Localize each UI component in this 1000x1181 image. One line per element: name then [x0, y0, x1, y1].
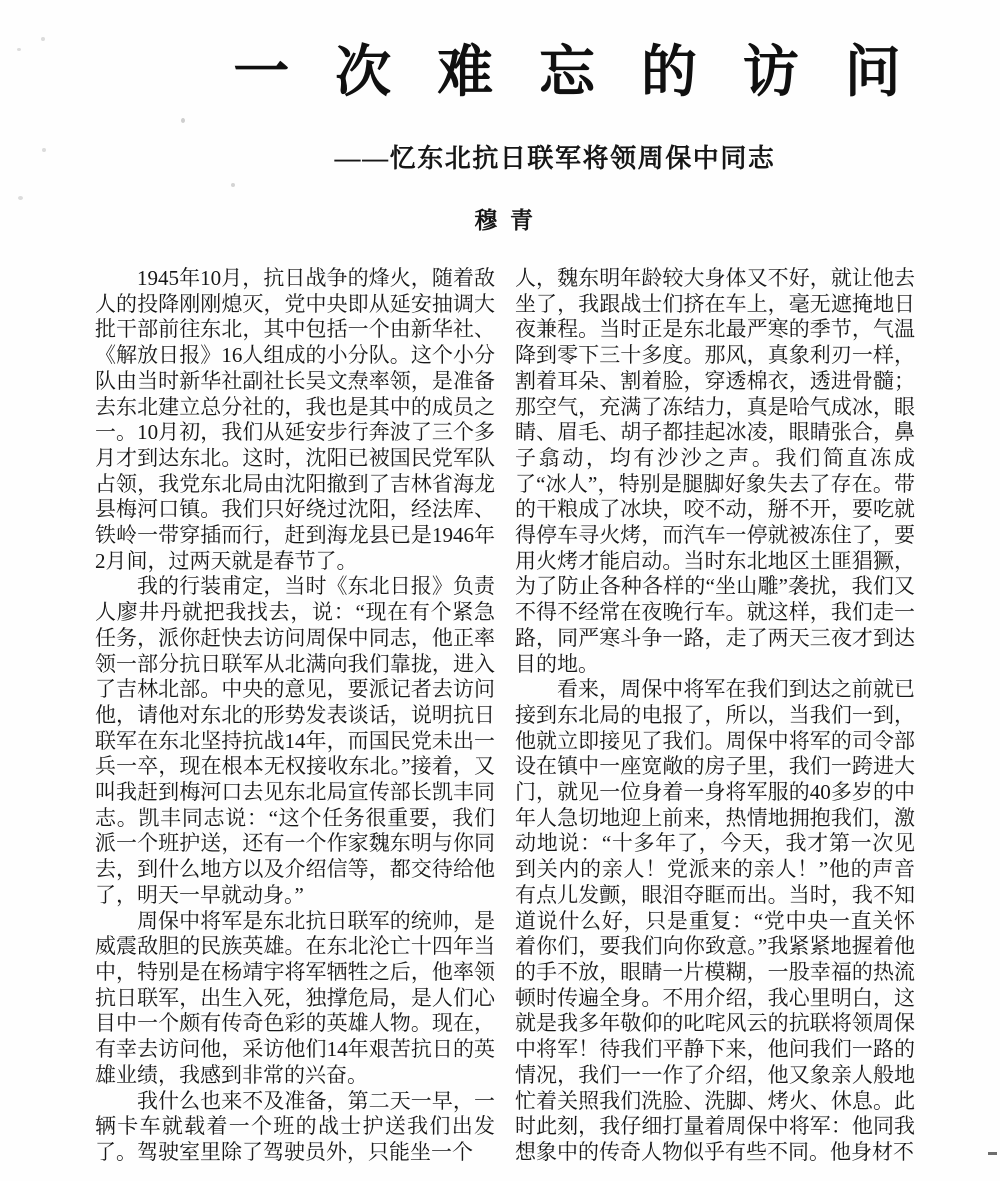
- right-text-column: [515, 266, 915, 1166]
- paragraph: 我什么也来不及准备，第二天一早，一辆卡车就载着一个班的战士护送我们出发了。驾驶室里除了驾驶员外，只能坐一个: [95, 1088, 495, 1164]
- paragraph: 1945年10月，抗日战争的烽火，随着敌人的投降刚刚熄灭，党中央即从延安抽调大批干部前往东北，其中包括一个由新华社、《解放日报》16人组成的小分队。这个小分队由当时新华社副社长吴文焘率领，是准备去东北建立总分社的，我也是其中的成员之一。10月初，我们从延安步行奔波了三个多月才到达东北。这时，沈阳已被国民党军队占领，我党东北局由沈阳撤到了吉林省海龙县梅河口镇。我们只好绕过沈阳，经法库、铁岭一带穿插而行，赶到海龙县已是1946年2月间，过两天就是春节了。: [95, 266, 495, 573]
- article-subtitle: ——忆东北抗日联军将领周保中同志: [334, 144, 776, 173]
- paragraph-continuation: 人，魏东明年龄较大身体又不好，就让他去坐了，我跟战士们挤在车上，毫无遮掩地日夜兼程。当时正是东北最严寒的季节，气温降到零下三十多度。那风，真象利刃一样，割着耳朵、割着脸，穿透棉衣，透进骨髓；那空气，充满了冻结力，真是哈气成冰，眼睛、眉毛、胡子都挂起冰凌，眼睛张合，鼻子翕动，均有沙沙之声。我们简直冻成了“冰人”，特别是腿脚好象失去了存在。带的干粮成了冰块，咬不动，掰不开，要吃就得停车寻火烤，而汽车一停就被冻住了，要用火烤才能启动。当时东北地区土匪猖獗，为了防止各种各样的“坐山雕”袭扰，我们又不得不经常在夜晚行车。就这样，我们走一路，同严寒斗争一路，走了两天三夜才到达目的地。: [515, 266, 915, 676]
- scan-speck: [17, 48, 21, 51]
- scan-mark: [988, 1152, 997, 1155]
- scan-speck: [18, 196, 23, 200]
- paragraph: 周保中将军是东北抗日联军的统帅，是威震敌胆的民族英雄。在东北沦亡十四年当中，特别是在杨靖宇将军牺牲之后，他率领抗日联军，出生入死，独撑危局，是人们心目中一个颇有传奇色彩的英雄人物。现在，有幸去访问他，采访他们14年艰苦抗日的英雄业绩，我感到非常的兴奋。: [95, 908, 495, 1087]
- paragraph: 我的行装甫定，当时《东北日报》负责人廖井丹就把我找去，说：“现在有个紧急任务，派你赶快去访问周保中同志，他正率领一部分抗日联军从北满向我们靠拢，进入了吉林北部。中央的意见，要派记者去访问他，请他对东北的形势发表谈话，说明抗日联军在东北坚持抗战14年，而国民党未出一兵一卒，现在根本无权接收东北。”接着，又叫我赶到梅河口去见东北局宣传部长凯丰同志。凯丰同志说：“这个任务很重要，我们派一个班护送，还有一个作家魏东明与你同去，到什么地方以及介绍信等，都交待给他了，明天一早就动身。”: [95, 574, 495, 907]
- scan-speck: [41, 37, 45, 41]
- page-title: 一次难忘的访问: [233, 42, 947, 104]
- left-text-column: [95, 266, 495, 1166]
- paragraph: 看来，周保中将军在我们到达之前就已接到东北局的电报了，所以，当我们一到，他就立即接见了我们。周保中将军的司令部设在镇中一座宽敞的房子里，我们一跨进大门，就见一位身着一身将军服的40多岁的中年人急切地迎上前来，热情地拥抱我们，激动地说：“十多年了，今天，我才第一次见到关内的亲人！党派来的亲人！”他的声音有点儿发颤，眼泪夺眶而出。当时，我不知道说什么好，只是重复：“党中央一直关怀着你们，要我们向你致意。”我紧紧地握着他的手不放，眼睛一片模糊，一股幸福的热流顿时传遍全身。不用介绍，我心里明白，这就是我多年敬仰的叱咤风云的抗联将领周保中将军！待我们平静下来，他问我们一路的情况，我们一一作了介绍，他又象亲人般地忙着关照我们洗脸、洗脚、烤火、休息。此时此刻，我仔细打量着周保中将军：他同我想象中的传奇人物似乎有些不同。他身材不: [515, 677, 915, 1164]
- author-name: 穆青: [474, 208, 546, 233]
- scan-speck: [231, 183, 235, 187]
- scan-speck: [42, 148, 46, 152]
- scan-speck: [181, 118, 185, 123]
